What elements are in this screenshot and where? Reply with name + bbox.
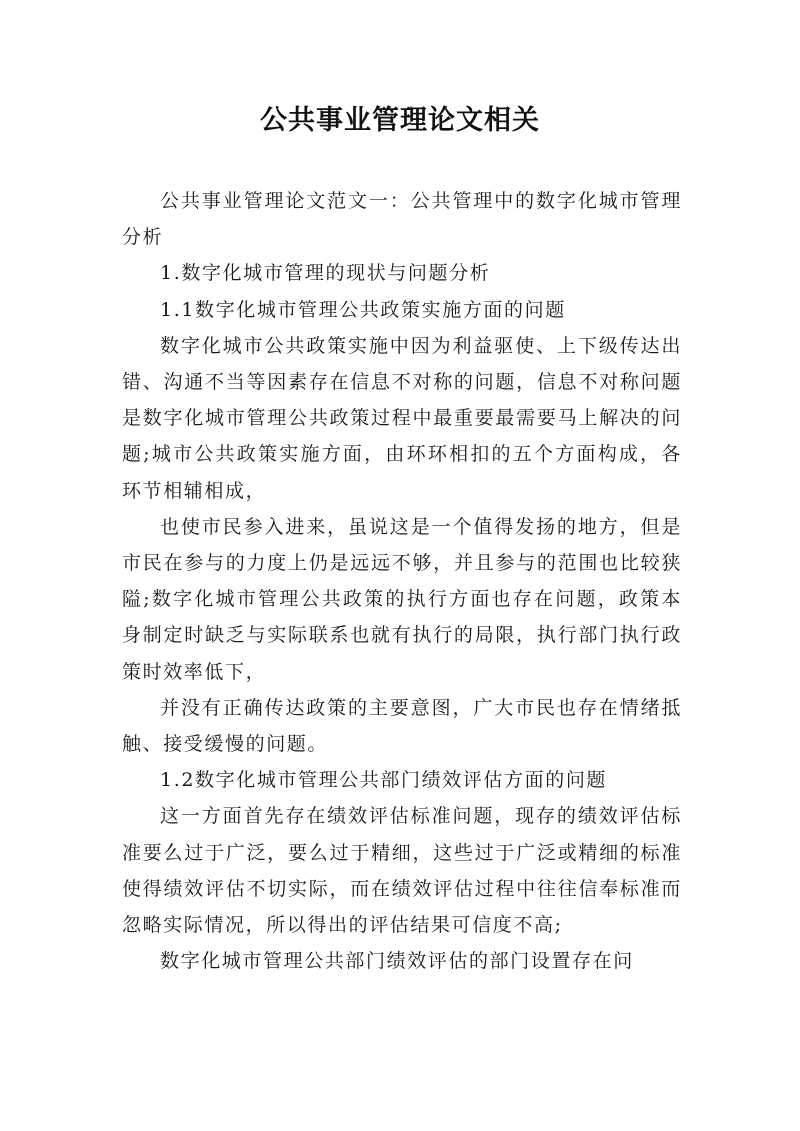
- heading-section-1: 1.数字化城市管理的现状与问题分析: [160, 262, 491, 285]
- heading-section-1-2: 1.2数字化城市管理公共部门绩效评估方面的问题: [160, 769, 608, 792]
- paragraph-policy-info-asymmetry: 数字化城市公共政策实施中因为利益驱使、上下级传达出错、沟通不当等因素存在信息不对称的问题，信息不对称问题是数字化城市管理公共政策过程中最重要最需要马上解决的问题;城市公共政策实施方面，由环环相扣的五个方面构成，各环节相辅相成，: [122, 334, 682, 502]
- paragraph-department-setup: 数字化城市管理公共部门绩效评估的部门设置存在问: [160, 950, 634, 973]
- paragraph-intro: 公共事业管理论文范文一：公共管理中的数字化城市管理分析: [122, 190, 682, 249]
- document-title: 公共事业管理论文相关: [260, 105, 540, 136]
- heading-section-1-1: 1.1数字化城市管理公共政策实施方面的问题: [160, 298, 566, 321]
- document-body: [122, 183, 682, 979]
- paragraph-policy-intent: 并没有正确传达政策的主要意图，广大市民也存在情绪抵触、接受缓慢的问题。: [122, 696, 682, 756]
- paragraph-evaluation-standards: 这一方面首先存在绩效评估标准问题，现存的绩效评估标准要么过于广泛，要么过于精细，这些过于广泛或精细的标准使得绩效评估不切实际，而在绩效评估过程中往往信奉标准而忽略实际情况，所以得出的评估结果可信度不高;: [122, 805, 682, 937]
- paragraph-citizen-participation: 也使市民参入进来，虽说这是一个值得发扬的地方，但是市民在参与的力度上仍是远远不够，并且参与的范围也比较狭隘;数字化城市管理公共政策的执行方面也存在问题，政策本身制定时缺乏与实际联系也就有执行的局限，执行部门执行政策时效率低下，: [122, 515, 682, 683]
